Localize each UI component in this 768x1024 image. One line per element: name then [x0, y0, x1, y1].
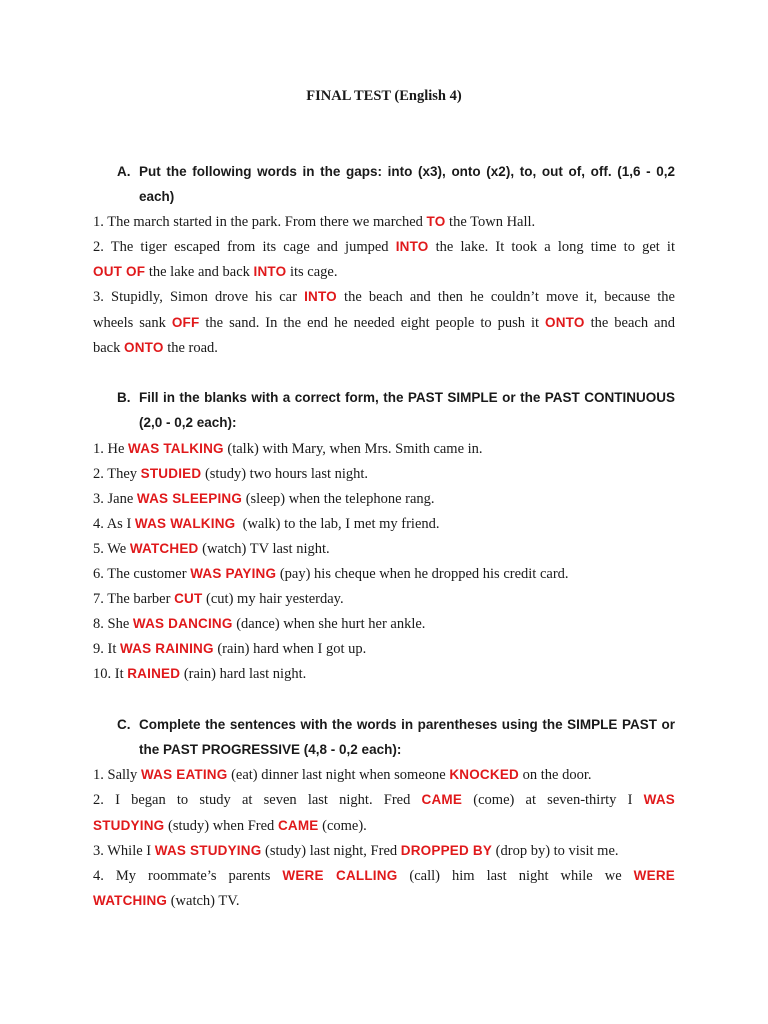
section-c-line-3: STUDYING (study) when Fred CAME (come). [93, 818, 367, 834]
section-a-line-2: 2. The tiger escaped from its cage and jumped INTO the lake. It took a long time to get it [93, 239, 675, 255]
section-a-heading [93, 159, 675, 209]
section-b-heading [93, 385, 675, 435]
answer: WAS WALKING [134, 516, 236, 531]
answer: STUDYING [93, 818, 165, 833]
section-a-line-4: 3. Stupidly, Simon drove his car INTO the beach and then he couldn’t move it, because the [93, 289, 675, 305]
section-c-letter: C. [117, 717, 131, 732]
answer: DROPPED BY [400, 843, 493, 858]
answer: WAS [643, 792, 675, 807]
answer: WERE CALLING [282, 868, 398, 883]
section-a-line-1: 1. The march started in the park. From there we marched TO the Town Hall. [93, 214, 536, 230]
answer: INTO [395, 239, 429, 254]
section-b-item: 9. It WAS RAINING (rain) hard when I got up. [93, 641, 367, 657]
answer: OFF [171, 315, 200, 330]
answer: WAS TALKING [128, 441, 224, 456]
answer: WAS SLEEPING [136, 491, 243, 506]
section-c-line-4: 3. While I WAS STUDYING (study) last night, Fred DROPPED BY (drop by) to visit me. [93, 843, 619, 859]
answer: ONTO [545, 315, 585, 330]
answer: WERE [633, 868, 675, 883]
section-b-item: 1. He WAS TALKING (talk) with Mary, when Mrs. Smith came in. [93, 441, 483, 457]
answer: INTO [304, 289, 337, 304]
answer: ONTO [124, 340, 164, 355]
section-b-instructions: Fill in the blanks with a correct form, the PAST SIMPLE or the PAST CONTINUOUS (2,0 - 0,2 each): [139, 390, 675, 430]
section-a-line-6: back ONTO the road. [93, 340, 218, 356]
answer: STUDIED [140, 466, 202, 481]
answer: CUT [174, 591, 203, 606]
section-b-item: 5. We WATCHED (watch) TV last night. [93, 541, 330, 557]
answer: WAS DANCING [132, 616, 233, 631]
section-b-letter: B. [117, 390, 131, 405]
answer: CAME [421, 792, 463, 807]
answer: WATCHED [129, 541, 199, 556]
answer: CAME [277, 818, 319, 833]
answer: TO [426, 214, 446, 229]
answer: RAINED [127, 666, 181, 681]
answer: KNOCKED [449, 767, 519, 782]
answer: WAS EATING [140, 767, 228, 782]
section-c-line-5: 4. My roommate’s parents WERE CALLING (call) him last night while we WERE [93, 868, 675, 884]
section-b-item: 7. The barber CUT (cut) my hair yesterday. [93, 591, 344, 607]
section-b-item: 10. It RAINED (rain) hard last night. [93, 666, 307, 682]
section-b-item: 4. As I WAS WALKING (walk) to the lab, I met my friend. [93, 516, 440, 532]
section-b-item: 8. She WAS DANCING (dance) when she hurt her ankle. [93, 616, 426, 632]
answer: WAS STUDYING [154, 843, 262, 858]
section-c-line-6: WATCHING (watch) TV. [93, 893, 240, 909]
page-title: FINAL TEST (English 4) [306, 88, 462, 104]
section-c-line-1: 1. Sally WAS EATING (eat) dinner last night when someone KNOCKED on the door. [93, 767, 592, 783]
section-c-heading [93, 712, 675, 762]
answer: WAS RAINING [119, 641, 214, 656]
section-a-line-5: wheels sank OFF the sand. In the end he needed eight people to push it ONTO the beach and [93, 315, 675, 331]
section-a-letter: A. [117, 164, 131, 179]
section-b-item: 2. They STUDIED (study) two hours last night. [93, 466, 369, 482]
section-a-line-3: OUT OF the lake and back INTO its cage. [93, 264, 338, 280]
answer: WATCHING [93, 893, 168, 908]
answer: INTO [253, 264, 287, 279]
section-b-item: 3. Jane WAS SLEEPING (sleep) when the telephone rang. [93, 491, 435, 507]
section-c-line-2: 2. I began to study at seven last night. Fred CAME (come) at seven-thirty I WAS [93, 792, 675, 808]
section-a-instructions: Put the following words in the gaps: into (x3), onto (x2), to, out of, off. (1,6 - 0,2 each) [139, 164, 675, 204]
answer: OUT OF [93, 264, 146, 279]
section-c-instructions: Complete the sentences with the words in parentheses using the SIMPLE PAST or the PAST PROGRESSIVE (4,8 - 0,2 each): [139, 717, 675, 757]
section-b-item: 6. The customer WAS PAYING (pay) his cheque when he dropped his credit card. [93, 566, 569, 582]
answer: WAS PAYING [190, 566, 277, 581]
